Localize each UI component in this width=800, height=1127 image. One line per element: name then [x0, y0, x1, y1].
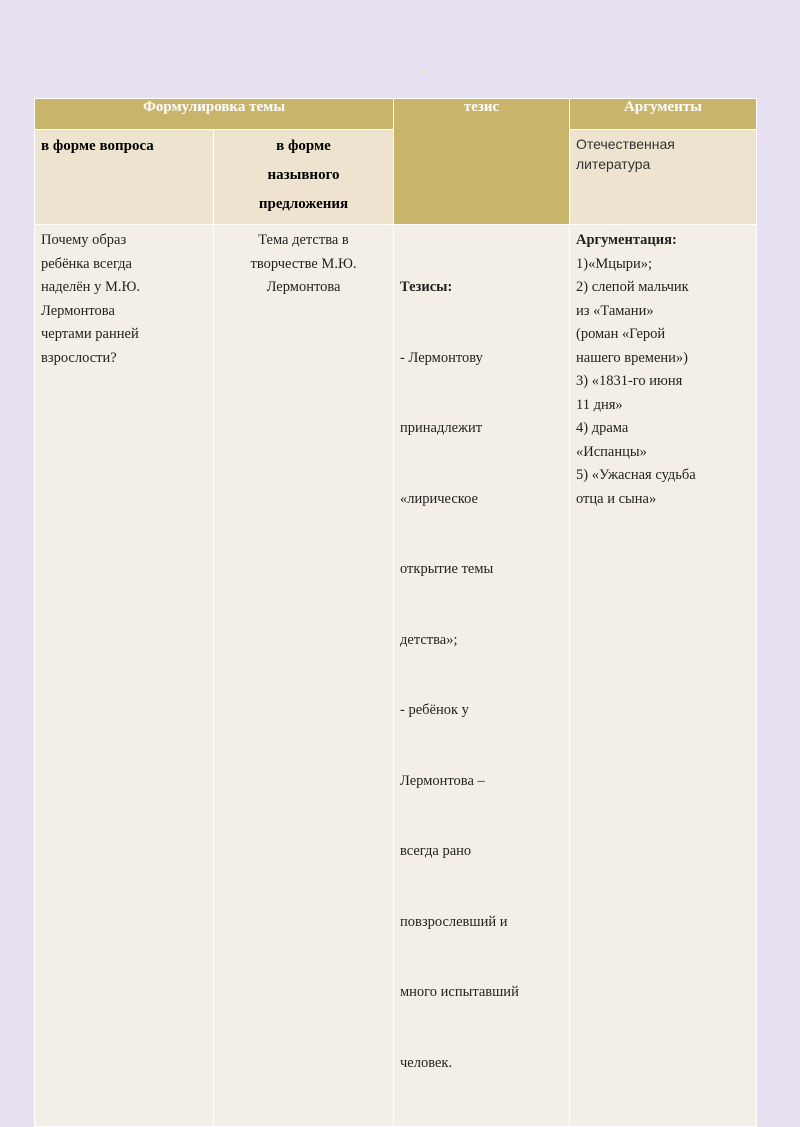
line: назывного: [267, 167, 340, 183]
line: наделён у М.Ю.: [41, 279, 140, 295]
line: чертами ранней: [41, 326, 139, 342]
line: - ребёнок у: [400, 702, 469, 718]
header-row: [35, 99, 757, 130]
line: много испытавший: [400, 984, 519, 1000]
cell-question: [35, 225, 214, 1127]
content-row: [35, 225, 757, 1127]
line: Лермонтова –: [400, 772, 485, 789]
line: из «Тамани»: [576, 302, 654, 319]
line: 2) слепой мальчик: [576, 279, 689, 295]
subheader-domestic-literature: [570, 130, 757, 225]
decorative-dot: .: [420, 57, 425, 77]
line: нашего времени»): [576, 349, 688, 366]
line: принадлежит: [400, 420, 483, 436]
line: взрослости?: [41, 349, 117, 366]
line: творчестве М.Ю.: [250, 255, 357, 272]
line: литература: [576, 156, 651, 172]
line: всегда рано: [400, 843, 472, 859]
topic-table: [34, 98, 757, 1127]
line: «лирическое: [400, 490, 478, 507]
subheader-nominative-form: [214, 130, 394, 225]
line: 4) драма: [576, 420, 629, 436]
line: отца и сына»: [576, 490, 657, 507]
cell-nominative: [214, 225, 394, 1127]
argumentation-heading: Аргументация:: [576, 232, 677, 248]
line: повзрослевший и: [400, 913, 508, 930]
theses-heading: Тезисы:: [400, 279, 453, 295]
line: в форме: [276, 138, 331, 154]
line: ребёнка всегда: [41, 255, 132, 272]
line: Тема детства в: [258, 232, 349, 248]
header-thesis: тезис: [394, 99, 570, 225]
line: 1)«Мцыри»;: [576, 255, 653, 272]
line: 3) «1831-го июня: [576, 373, 683, 389]
line: - Лермонтову: [400, 349, 483, 366]
header-arguments: Аргументы: [570, 99, 757, 130]
line: предложения: [258, 196, 349, 212]
line: человек.: [400, 1054, 453, 1071]
line: детства»;: [400, 631, 458, 648]
line: Отечественная: [576, 136, 675, 152]
subheader-question-form: в форме вопроса: [35, 130, 214, 225]
line: 11 дня»: [576, 396, 623, 413]
line: Лермонтова: [266, 279, 341, 295]
line: открытие темы: [400, 561, 494, 577]
line: «Испанцы»: [576, 443, 647, 460]
line: Почему образ: [41, 232, 127, 248]
cell-theses: [394, 225, 570, 1127]
cell-argumentation: [570, 225, 757, 1127]
line: Лермонтова: [41, 302, 115, 319]
line: (роман «Герой: [576, 326, 666, 342]
line: 5) «Ужасная судьба: [576, 467, 696, 483]
header-formulation: Формулировка темы: [35, 99, 394, 130]
